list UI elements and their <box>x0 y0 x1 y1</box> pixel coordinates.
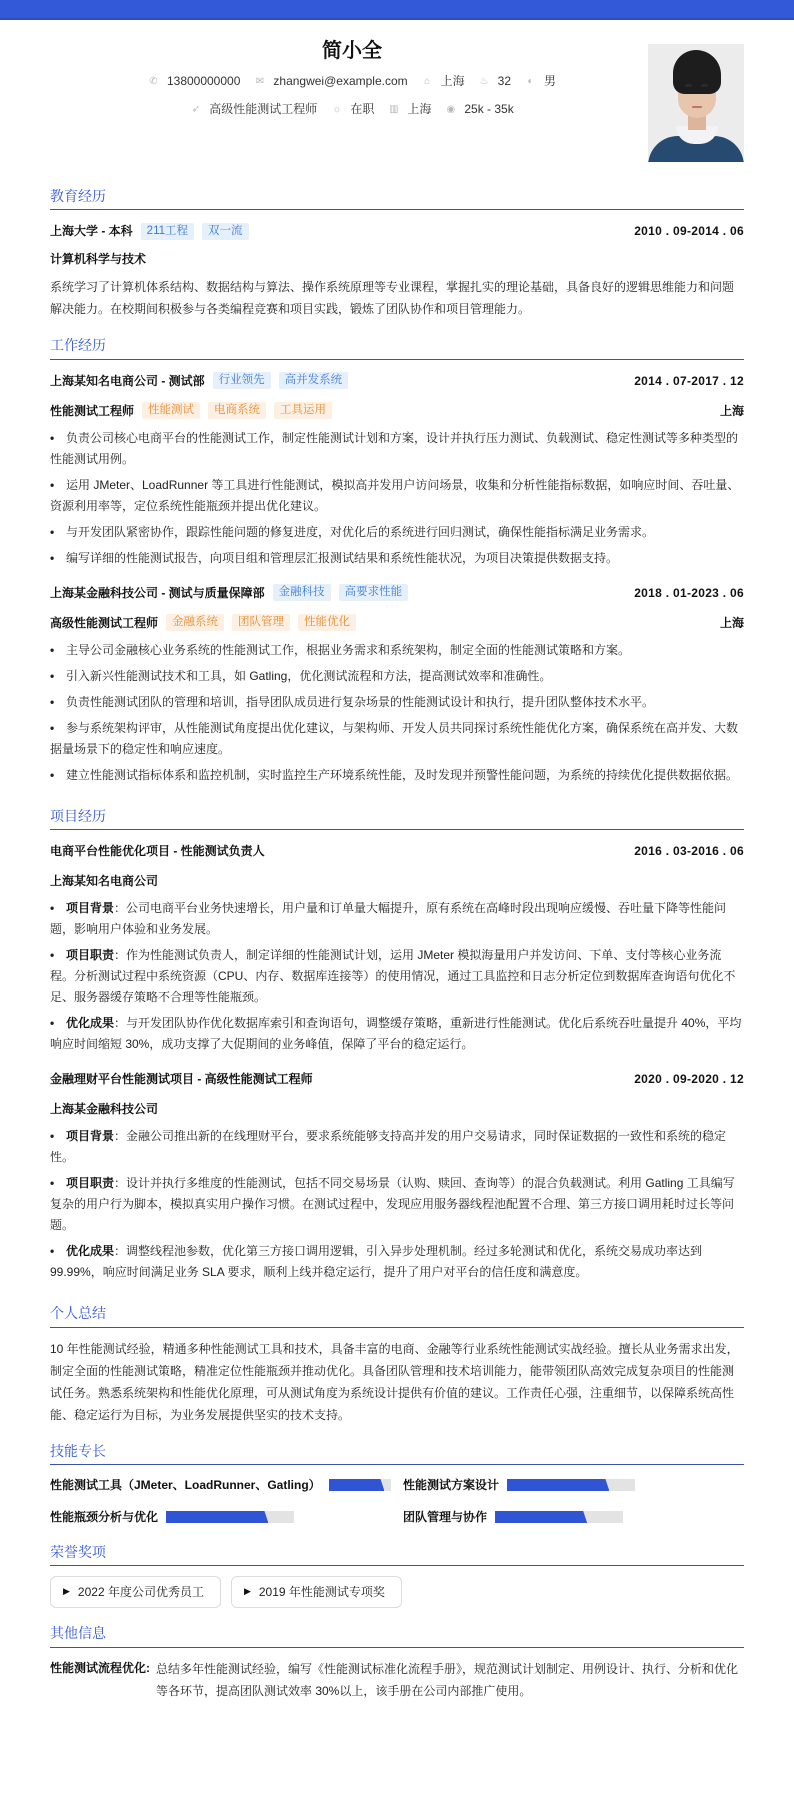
list-item: • 与开发团队紧密协作，跟踪性能问题的修复进度，对优化后的系统进行回归测试，确保性能指标满足业务需求。 <box>50 524 655 539</box>
job-role-row <box>50 612 744 634</box>
school-tag: 双一流 <box>202 223 249 240</box>
project-date: 2016 . 03-2016 . 06 <box>634 844 744 859</box>
section-title: 项目经历 <box>50 805 744 830</box>
job-city: 上海 <box>719 403 744 418</box>
resume-page <box>0 20 794 1722</box>
education-description: 系统学习了计算机体系结构、数据结构与算法、操作系统原理等专业课程，掌握扎实的理论基础，具备良好的逻辑思维能力和问题解决能力。在校期间积极参与各类编程竞赛和项目实践，锻炼了团队协作和项目管理能力。 <box>50 280 735 317</box>
top-accent-bar <box>0 0 794 20</box>
position-value: 高级性能测试工程师 <box>209 101 318 116</box>
skill-name: 性能瓶颈分析与优化 <box>50 1509 159 1524</box>
salary <box>445 99 513 120</box>
phone-icon: ✆ <box>149 75 158 87</box>
awards-section <box>50 1541 744 1608</box>
project-header-row <box>50 1068 744 1090</box>
work-city-value: 上海 <box>407 101 432 116</box>
project-company: 上海某金融科技公司 <box>50 1102 159 1117</box>
list-item: • 项目职责：作为性能测试负责人，制定详细的性能测试计划，运用 JMeter 模拟海量用户并发访问、下单、支付等核心业务流程。分析测试过程中系统资源（CPU、内存、数据库连接等）的使用情况，通过工具监控和日志分析定位到数据库查询语句优化不足、服务器缓存策略不合理等性能瓶颈。 <box>50 948 736 1005</box>
job-entry <box>50 370 744 569</box>
project-bullets <box>50 1126 744 1283</box>
skills-section <box>50 1440 744 1527</box>
list-item: • 运用 JMeter、LoadRunner 等工具进行性能测试，模拟高并发用户访问场景，收集和分析性能指标数据，如响应时间、吞吐量、资源利用率等，定位系统性能瓶颈并提出优化建议。 <box>50 477 740 513</box>
major-row <box>50 248 744 270</box>
skill-bar <box>166 1511 294 1523</box>
job-role: 高级性能测试工程师 <box>50 615 159 630</box>
company-tag: 高并发系统 <box>279 372 349 389</box>
project-date: 2020 . 09-2020 . 12 <box>634 1072 744 1087</box>
send-icon: ➶ <box>191 103 200 115</box>
list-item: • 优化成果：与开发团队协作优化数据库索引和查询语句，调整缓存策略，重新进行性能测试。优化后系统吞吐量提升 40%，平均响应时间缩短 30%，成功支撑了大促期间的业务峰值，保障了平台的稳定运行。 <box>50 1016 742 1052</box>
skill-name: 团队管理与协作 <box>403 1509 488 1524</box>
award-label: 2022 年度公司优秀员工 <box>77 1584 204 1599</box>
gender-value: 男 <box>544 73 557 88</box>
work-city <box>388 99 431 120</box>
status-value: 在职 <box>350 101 375 116</box>
awards-list <box>50 1576 744 1608</box>
project-entry <box>50 840 744 1055</box>
company-tag: 金融科技 <box>273 584 331 601</box>
job-intent-row <box>50 98 744 120</box>
company-tag: 高要求性能 <box>339 584 409 601</box>
project-company-row <box>50 870 744 892</box>
section-title: 技能专长 <box>50 1440 744 1465</box>
list-item: • 主导公司金融核心业务系统的性能测试工作，根据业务需求和系统架构，制定全面的性能测试策略和方案。 <box>50 642 631 657</box>
major: 计算机科学与技术 <box>50 252 147 267</box>
triangle-right-icon: ▶ <box>63 1586 70 1597</box>
list-item: • 负责性能测试团队的管理和培训，指导团队成员进行复杂场景的性能测试设计和执行，提升团队整体技术水平。 <box>50 694 655 709</box>
skill-bar-fill <box>495 1511 587 1523</box>
list-item: • 项目职责：设计并执行多维度的性能测试，包括不同交易场景（认购、赎回、查询等）的混合负载测试。利用 Gatling 工具编写复杂的用户行为脚本，模拟真实用户操作习惯。在测试过程中，发现应用服务器线程池配置不合理、第三方接口调用耗时过长等问题。 <box>50 1176 735 1233</box>
hometown <box>422 71 465 92</box>
project-header-row <box>50 840 744 862</box>
mail-icon: ✉ <box>255 75 265 87</box>
award-item <box>231 1576 402 1608</box>
list-item: • 参与系统架构评审，从性能测试角度提出优化建议，与架构师、开发人员共同探讨系统性能优化方案，确保系统在高并发、大数据量场景下的稳定性和响应速度。 <box>50 720 739 756</box>
status-icon: ☼ <box>332 103 342 115</box>
skill-item <box>50 1507 403 1527</box>
job-company-row <box>50 370 744 392</box>
role-tag: 金融系统 <box>166 614 224 631</box>
award-item <box>50 1576 221 1608</box>
skill-bar <box>329 1479 391 1491</box>
skill-item <box>403 1475 744 1495</box>
role-tag: 团队管理 <box>232 614 290 631</box>
summary-section <box>50 1302 744 1425</box>
position <box>190 99 317 120</box>
job-bullets <box>50 640 744 786</box>
salary-icon: ◉ <box>446 103 456 115</box>
education-date: 2010 . 09-2014 . 06 <box>634 224 744 239</box>
project-bullets <box>50 898 744 1055</box>
list-item: • 项目背景：金融公司推出新的在线理财平台，要求系统能够支持高并发的用户交易请求，同时保证数据的一致性和系统的稳定性。 <box>50 1129 727 1165</box>
company-tag: 行业领先 <box>213 372 271 389</box>
company-name: 上海某知名电商公司 - 测试部 <box>50 373 205 388</box>
section-title: 工作经历 <box>50 334 744 359</box>
summary-text: 10 年性能测试经验，精通多种性能测试工具和技术，具备丰富的电商、金融等行业系统性能测试实战经验。擅长从业务需求出发，制定全面的性能测试策略，精准定位性能瓶颈并推动优化。具备团队管理和技术培训能力，能带领团队高效完成复杂项目的性能测试任务。熟悉系统架构和性能优化原理，可从测试角度为系统设计提供有价值的建议。工作责任心强，注重细节，以保障系统高性能、稳定运行为目标，为业务发展提供坚实的技术支持。 <box>50 1341 739 1422</box>
avatar-photo <box>648 44 744 162</box>
skill-bar-fill <box>329 1479 385 1491</box>
role-tag: 电商系统 <box>208 402 266 419</box>
list-item: • 项目背景：公司电商平台业务快速增长，用户量和订单量大幅提升，原有系统在高峰时段出现响应缓慢、吞吐量下降等性能问题，影响用户体验和业务发展。 <box>50 901 727 937</box>
job-bullets <box>50 428 744 569</box>
job-city: 上海 <box>719 615 744 630</box>
list-item: • 引入新兴性能测试技术和工具，如 Gatling，优化测试流程和方法，提高测试效率和准确性。 <box>50 668 552 683</box>
project-name: 金融理财平台性能测试项目 - 高级性能测试工程师 <box>50 1072 313 1087</box>
award-label: 2019 年性能测试专项奖 <box>258 1584 385 1599</box>
school-tag: 211工程 <box>141 223 194 240</box>
phone-value: 13800000000 <box>166 73 241 88</box>
email-value: zhangwei@example.com <box>273 73 408 88</box>
home-icon: ⌂ <box>424 75 431 87</box>
skill-bar-fill <box>507 1479 609 1491</box>
role-tag: 性能优化 <box>298 614 356 631</box>
other-info-text: 总结多年性能测试经验，编写《性能测试标准化流程手册》，规范测试计划制定、用例设计、执行、分析和优化等各环节，提高团队测试效率 30%以上，该手册在公司内部推广使用。 <box>156 1661 739 1698</box>
cake-icon: ♨ <box>479 75 489 87</box>
job-role: 性能测试工程师 <box>50 403 135 418</box>
profile-header <box>50 20 744 185</box>
section-title: 其他信息 <box>50 1622 744 1647</box>
age <box>479 71 511 92</box>
project-company-row <box>50 1098 744 1120</box>
skill-bar <box>495 1511 623 1523</box>
job-entry <box>50 582 744 786</box>
status <box>331 99 374 120</box>
education-header-row <box>50 220 744 242</box>
work-section <box>50 334 744 785</box>
skill-name: 性能测试工具（JMeter、LoadRunner、Gatling） <box>50 1477 321 1492</box>
candidate-name: 简小全 <box>322 40 382 62</box>
triangle-right-icon: ▶ <box>243 1586 251 1597</box>
job-role-row <box>50 400 744 422</box>
job-company-row <box>50 582 744 604</box>
job-date: 2014 . 07-2017 . 12 <box>634 373 744 388</box>
skill-bar <box>507 1479 635 1491</box>
skill-item <box>50 1475 403 1495</box>
building-icon: ▥ <box>389 103 399 115</box>
other-info-item <box>50 1658 744 1702</box>
section-title: 教育经历 <box>50 185 744 210</box>
list-item: • 负责公司核心电商平台的性能测试工作，制定性能测试计划和方案，设计并执行压力测试、负载测试、稳定性测试等多种类型的性能测试用例。 <box>50 430 739 466</box>
project-entry <box>50 1068 744 1283</box>
skill-item <box>403 1507 744 1527</box>
education-section <box>50 185 744 320</box>
list-item: • 编写详细的性能测试报告，向项目组和管理层汇报测试结果和系统性能状况，为项目决策提供数据支持。 <box>50 550 619 565</box>
gender-icon: ◐ <box>527 75 534 87</box>
other-section <box>50 1622 744 1701</box>
phone <box>148 71 240 92</box>
salary-value: 25k - 35k <box>464 101 514 116</box>
gender <box>525 71 556 92</box>
skill-name: 性能测试方案设计 <box>403 1477 500 1492</box>
projects-section <box>50 805 744 1283</box>
hometown-value: 上海 <box>440 73 465 88</box>
project-name: 电商平台性能优化项目 - 性能测试负责人 <box>50 844 265 859</box>
project-company: 上海某知名电商公司 <box>50 874 159 889</box>
age-value: 32 <box>497 73 512 88</box>
list-item: • 建立性能测试指标体系和监控机制，实时监控生产环境系统性能，及时发现并预警性能问题，为系统的持续优化提供数据依据。 <box>50 767 739 782</box>
email <box>254 71 407 92</box>
skills-grid <box>50 1475 744 1527</box>
school-name: 上海大学 - 本科 <box>50 224 133 239</box>
other-info-label: 性能测试流程优化: <box>50 1660 150 1675</box>
contact-row <box>50 70 744 92</box>
skill-bar-fill <box>166 1511 268 1523</box>
role-tag: 工具运用 <box>274 402 332 419</box>
list-item: • 优化成果：调整线程池参数，优化第三方接口调用逻辑，引入异步处理机制。经过多轮测试和优化，系统交易成功率达到 99.99%，响应时间满足业务 SLA 要求，顺利上线并稳定运行，提升了用户对平台的信任度和满意度。 <box>50 1244 703 1280</box>
section-title: 荣誉奖项 <box>50 1541 744 1566</box>
role-tag: 性能测试 <box>142 402 200 419</box>
section-title: 个人总结 <box>50 1302 744 1327</box>
job-date: 2018 . 01-2023 . 06 <box>634 585 744 600</box>
company-name: 上海某金融科技公司 - 测试与质量保障部 <box>50 585 265 600</box>
